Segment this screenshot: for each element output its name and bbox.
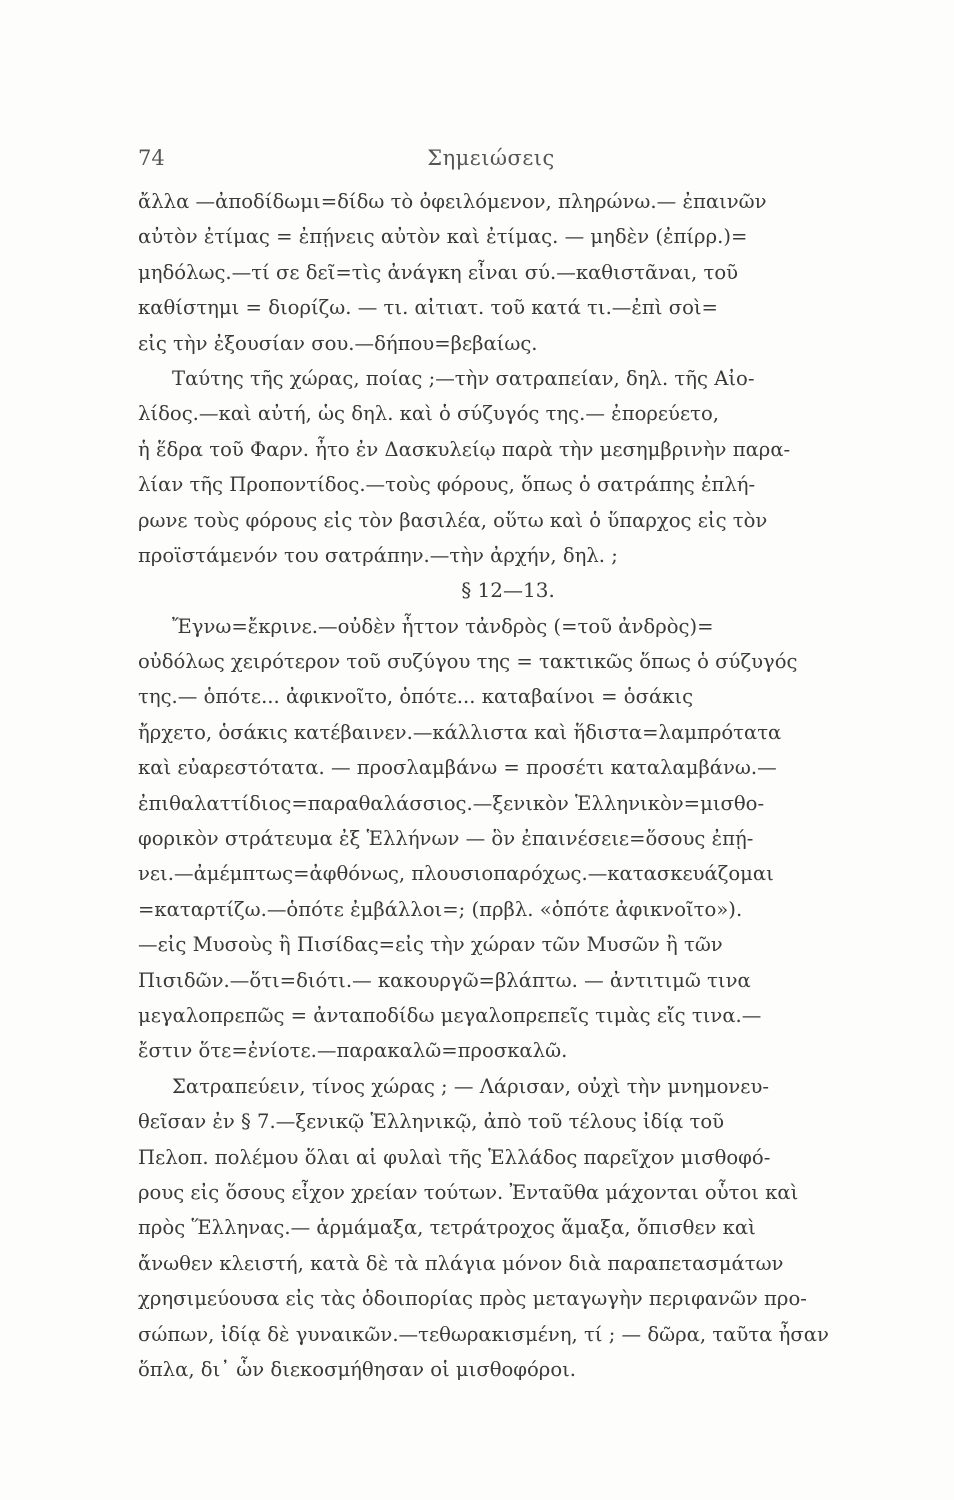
- text-line: καθίστημι = διορίζω. — τι. αἰτιατ. τοῦ κατά τι.—ἐπὶ σοὶ=: [138, 296, 718, 320]
- text-line: μεγαλοπρεπῶς = ἀνταποδίδω μεγαλοπρεπεῖς τιμὰς εἴς τινα.—: [138, 1003, 762, 1027]
- text-line: σώπων, ἰδίᾳ δὲ γυναικῶν.—τεθωρακισμένη, τί ; — δῶρα, ταῦτα ἦσαν: [138, 1322, 829, 1346]
- text-line: Πελοπ. πολέμου ὅλαι αἱ φυλαὶ τῆς Ἑλλάδος παρεῖχον μισθοφό-: [138, 1145, 771, 1169]
- running-title: Σημειώσεις: [427, 146, 555, 170]
- text-line: αὐτὸν ἐτίμας = ἐπῄνεις αὐτὸν καὶ ἐτίμας. — μηδὲν (ἐπίρρ.)=: [138, 225, 748, 249]
- page-number: 74: [138, 146, 165, 170]
- text-line: θεῖσαν ἐν § 7.—ξενικῷ Ἑλληνικῷ, ἀπὸ τοῦ τέλους ἰδίᾳ τοῦ: [138, 1110, 725, 1134]
- page-header: [138, 140, 844, 180]
- text-line: φορικὸν στράτευμα ἐξ Ἑλλήνων — ὃν ἐπαινέσειε=ὅσους ἐπῄ-: [138, 827, 754, 851]
- text-line: Ἔγνω=ἔκρινε.—οὐδὲν ἧττον τἀνδρὸς (=τοῦ ἀνδρὸς)=: [172, 614, 714, 638]
- text-line: καὶ εὐαρεστότατα. — προσλαμβάνω = προσέτι καταλαμβάνω.—: [138, 756, 777, 780]
- text-line: πρὸς Ἕλληνας.— ἁρμάμαξα, τετράτροχος ἅμαξα, ὄπισθεν καὶ: [138, 1216, 756, 1240]
- text-line: —εἰς Μυσοὺς ἢ Πισίδας=εἰς τὴν χώραν τῶν Μυσῶν ἢ τῶν: [138, 933, 723, 957]
- text-line: χρησιμεύουσα εἰς τὰς ὁδοιπορίας πρὸς μεταγωγὴν περιφανῶν προ-: [138, 1287, 807, 1311]
- section-heading: § 12—13.: [461, 578, 555, 603]
- text-line: ἄλλα —ἀποδίδωμι=δίδω τὸ ὀφειλόμενον, πληρώνω.— ἐπαινῶν: [138, 190, 767, 213]
- text-line: Σατραπεύειν, τίνος χώρας ; — Λάρισαν, οὐχὶ τὴν μνημονευ-: [172, 1074, 769, 1098]
- text-line: οὐδόλως χειρότερον τοῦ συζύγου της = τακτικῶς ὅπως ὁ σύζυγός: [138, 650, 798, 674]
- text-line: Ταύτης τῆς χώρας, ποίας ;—τὴν σατραπείαν, δηλ. τῆς Αἰο-: [172, 366, 755, 390]
- body-text: [138, 184, 844, 1387]
- text-line: ἤρχετο, ὁσάκις κατέβαινεν.—κάλλιστα καὶ ἥδιστα=λαμπρότατα: [138, 720, 782, 744]
- text-line: Πισιδῶν.—ὅτι=διότι.— κακουργῶ=βλάπτω. — ἀντιτιμῶ τινα: [138, 968, 751, 992]
- text-line: λίδος.—καὶ αὐτή, ὡς δηλ. καὶ ὁ σύζυγός της.— ἐπορεύετο,: [138, 402, 719, 426]
- text-line: ἡ ἕδρα τοῦ Φαρν. ἦτο ἐν Δασκυλείῳ παρὰ τὴν μεσημβρινὴν παρα-: [138, 437, 791, 461]
- text-line: εἰς τὴν ἐξουσίαν σου.—δήπου=βεβαίως.: [138, 331, 538, 355]
- text-line: νει.—ἀμέμπτως=ἀφθόνως, πλουσιοπαρόχως.—κατασκευάζομαι: [138, 862, 774, 886]
- text-line: προϊστάμενόν του σατράπην.—τὴν ἀρχήν, δηλ. ;: [138, 543, 618, 567]
- text-line: ρους εἰς ὅσους εἶχον χρείαν τούτων. Ἐνταῦθα μάχονται οὗτοι καὶ: [138, 1180, 799, 1204]
- text-line: ἄνωθεν κλειστή, κατὰ δὲ τὰ πλάγια μόνον διὰ παραπετασμάτων: [138, 1251, 784, 1275]
- text-line: ὅπλα, δι᾽ ὧν διεκοσμήθησαν οἱ μισθοφόροι.: [138, 1357, 577, 1381]
- text-line: =καταρτίζω.—ὁπότε ἐμβάλλοι=; (πρβλ. «ὁπότε ἀφικνοῖτο»).: [138, 897, 743, 921]
- text-line: ἐπιθαλαττίδιος=παραθαλάσσιος.—ξενικὸν Ἑλληνικὸν=μισθο-: [138, 791, 765, 815]
- text-line: της.— ὁπότε... ἀφικνοῖτο, ὁπότε... καταβαίνοι = ὁσάκις: [138, 685, 694, 709]
- text-line: ρωνε τοὺς φόρους εἰς τὸν βασιλέα, οὕτω καὶ ὁ ὕπαρχος εἰς τὸν: [138, 508, 768, 532]
- text-line: λίαν τῆς Προποντίδος.—τοὺς φόρους, ὅπως ὁ σατράπης ἐπλή-: [138, 473, 756, 497]
- text-line: μηδόλως.—τί σε δεῖ=τὶς ἀνάγκη εἶναι σύ.—καθιστᾶναι, τοῦ: [138, 260, 739, 284]
- text-line: ἔστιν ὅτε=ἐνίοτε.—παρακαλῶ=προσκαλῶ.: [138, 1039, 568, 1063]
